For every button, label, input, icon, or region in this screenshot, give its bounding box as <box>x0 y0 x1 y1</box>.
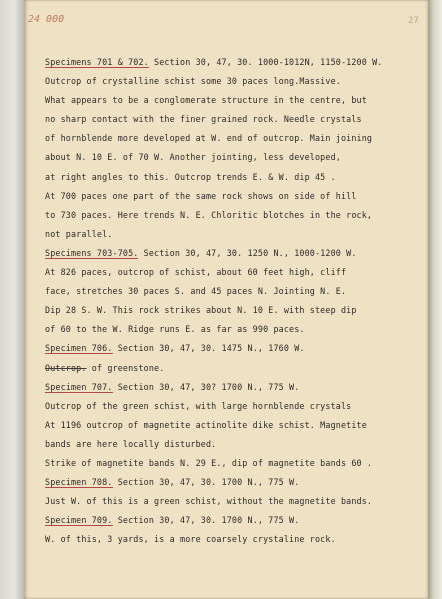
text-line: Outcrop. of greenstone. <box>45 362 165 373</box>
text-line: Dip 28 S. W. This rock strikes about N. 10 E. with steep dip <box>45 305 357 316</box>
text-line: not parallel. <box>45 228 113 239</box>
specimen-heading: Specimen 709. <box>45 515 113 526</box>
text-line: Specimens 703-705. Section 30, 47, 30. 1250 N., 1000-1200 W. <box>45 247 357 258</box>
text-line: Outcrop of crystalline schist some 30 paces long.Massive. <box>45 76 341 87</box>
corner-note: 24 000 <box>28 14 65 25</box>
specimen-heading: Specimen 707. <box>45 381 113 392</box>
text-line: Specimens 701 & 702. Section 30, 47, 30. 1000-1012N, 1150-1200 W. <box>45 57 383 67</box>
text-line: What appears to be a conglomerate structure in the centre, but <box>45 95 367 106</box>
text-line: W. of this, 3 yards, is a more coarsely crystaline rock. <box>45 534 336 545</box>
text-line: to 730 paces. Here trends N. E. Chloritic blotches in the rock, <box>45 209 373 220</box>
struck-word: Outcrop. <box>45 362 87 373</box>
page-edge <box>428 0 442 599</box>
text-line: of 60 to the W. Ridge runs E. as far as 990 paces. <box>45 324 305 335</box>
text-line: Specimen 706. Section 30, 47, 30. 1475 N., 1760 W. <box>45 343 305 354</box>
text-line: about N. 10 E. of 70 W. Another jointing, less developed, <box>45 152 341 163</box>
specimen-heading: Specimen 708. <box>45 477 113 488</box>
specimen-heading: Specimens 703-705. <box>45 247 139 258</box>
specimen-heading: Specimen 706. <box>45 343 113 354</box>
text-line: Specimen 709. Section 30, 47, 30. 1700 N., 775 W. <box>45 515 300 526</box>
text-line: At 826 paces, outcrop of schist, about 60 feet high, cliff <box>45 267 347 278</box>
text-line: of hornblende more developed at W. end of outcrop. Main joining <box>45 133 373 144</box>
specimen-heading: Specimens 701 & 702. <box>45 57 149 67</box>
text-line: Just W. of this is a green schist, without the magnetite bands. <box>45 496 373 507</box>
text-line: Specimen 708. Section 30, 47, 30. 1700 N., 775 W. <box>45 477 300 488</box>
text-line: no sharp contact with the finer grained rock. Needle crystals <box>45 114 362 125</box>
typed-notes <box>45 53 428 549</box>
text-line: At 700 paces one part of the same rock shows on side of hill <box>45 190 357 201</box>
text-line: At 1196 outcrop of magnetite actinolite dike schist. Magnetite <box>45 419 367 430</box>
text-line: Strike of magnetite bands N. 29 E., dip of magnetite bands 60 . <box>45 457 373 468</box>
text-line: bands are here locally disturbed. <box>45 438 217 449</box>
page-number: 27 <box>408 16 419 26</box>
text-line: at right angles to this. Outcrop trends E. & W. dip 45 . <box>45 171 336 182</box>
text-line: Outcrop of the green schist, with large hornblende crystals <box>45 400 352 411</box>
text-line: face, stretches 30 paces S. and 45 paces N. Jointing N. E. <box>45 286 347 297</box>
text-line: Specimen 707. Section 30, 47, 30? 1700 N., 775 W. <box>45 381 300 392</box>
book-binding <box>0 0 24 599</box>
